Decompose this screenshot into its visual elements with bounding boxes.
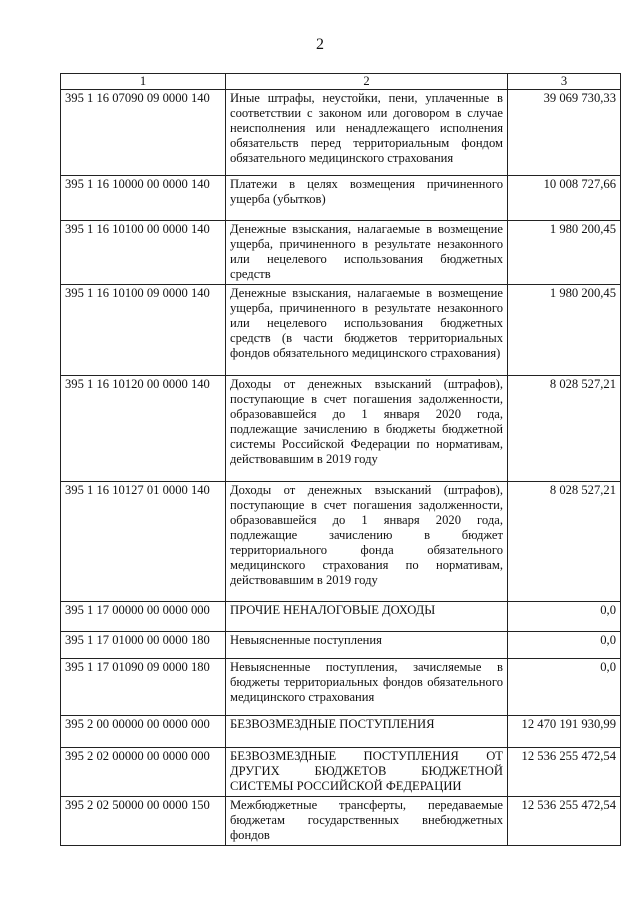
row-amount: 8 028 527,21 xyxy=(508,482,621,602)
row-code: 395 2 02 50000 00 0000 150 xyxy=(61,797,226,846)
table-header-row xyxy=(61,74,621,90)
row-code: 395 2 00 00000 00 0000 000 xyxy=(61,716,226,748)
row-name: БЕЗВОЗМЕЗДНЫЕ ПОСТУПЛЕНИЯ ОТ ДРУГИХ БЮДЖЕТОВ БЮДЖЕТНОЙ СИСТЕМЫ РОССИЙСКОЙ ФЕДЕРАЦИИ xyxy=(226,748,508,797)
row-amount: 0,0 xyxy=(508,632,621,659)
row-name: Межбюджетные трансферты, передаваемые бюджетам государственных внебюджетных фондов xyxy=(226,797,508,846)
row-amount: 0,0 xyxy=(508,602,621,632)
row-amount: 8 028 527,21 xyxy=(508,376,621,482)
row-amount: 12 536 255 472,54 xyxy=(508,748,621,797)
row-name: ПРОЧИЕ НЕНАЛОГОВЫЕ ДОХОДЫ xyxy=(226,602,508,632)
row-name: Денежные взыскания, налагаемые в возмещение ущерба, причиненного в результате незаконного или нецелевого использования бюджетных средств (в части бюджетов территориальных фондов обязательного медицинского страхования) xyxy=(226,285,508,376)
row-code: 395 1 16 10127 01 0000 140 xyxy=(61,482,226,602)
table-row xyxy=(61,90,621,176)
row-amount: 0,0 xyxy=(508,659,621,716)
row-amount: 1 980 200,45 xyxy=(508,221,621,285)
row-code: 395 2 02 00000 00 0000 000 xyxy=(61,748,226,797)
row-code: 395 1 16 10000 00 0000 140 xyxy=(61,176,226,221)
table-row xyxy=(61,659,621,716)
table-row xyxy=(61,716,621,748)
row-name: Доходы от денежных взысканий (штрафов), поступающие в счет погашения задолженности, образовавшейся до 1 января 2020 года, подлежащие зачислению в бюджет территориального фонда обязательного медицинского страхования по нормативам, действовавшим в 2019 году xyxy=(226,482,508,602)
table-row xyxy=(61,797,621,846)
row-code: 395 1 17 01090 09 0000 180 xyxy=(61,659,226,716)
page-number: 2 xyxy=(316,36,324,53)
table-row xyxy=(61,176,621,221)
table-row xyxy=(61,285,621,376)
row-code: 395 1 16 10100 09 0000 140 xyxy=(61,285,226,376)
table-row xyxy=(61,602,621,632)
row-code: 395 1 16 07090 09 0000 140 xyxy=(61,90,226,176)
row-name: Денежные взыскания, налагаемые в возмещение ущерба, причиненного в результате незаконного или нецелевого использования бюджетных средств xyxy=(226,221,508,285)
table-row xyxy=(61,376,621,482)
row-amount: 12 470 191 930,99 xyxy=(508,716,621,748)
row-amount: 39 069 730,33 xyxy=(508,90,621,176)
budget-revenue-table xyxy=(60,73,621,846)
row-name: Доходы от денежных взысканий (штрафов), поступающие в счет погашения задолженности, образовавшейся до 1 января 2020 года, подлежащие зачислению в бюджеты бюджетной системы Российской Федерации по нормативам, действовавшим в 2019 году xyxy=(226,376,508,482)
row-name: Платежи в целях возмещения причиненного ущерба (убытков) xyxy=(226,176,508,221)
row-code: 395 1 16 10100 00 0000 140 xyxy=(61,221,226,285)
row-amount: 10 008 727,66 xyxy=(508,176,621,221)
row-name: БЕЗВОЗМЕЗДНЫЕ ПОСТУПЛЕНИЯ xyxy=(226,716,508,748)
row-name: Невыясненные поступления, зачисляемые в бюджеты территориальных фондов обязательного медицинского страхования xyxy=(226,659,508,716)
column-header-amount: 3 xyxy=(508,74,621,90)
row-name: Невыясненные поступления xyxy=(226,632,508,659)
column-header-name: 2 xyxy=(226,74,508,90)
table-row xyxy=(61,221,621,285)
table-row xyxy=(61,482,621,602)
row-amount: 1 980 200,45 xyxy=(508,285,621,376)
table-row xyxy=(61,748,621,797)
column-header-code: 1 xyxy=(61,74,226,90)
row-code: 395 1 17 00000 00 0000 000 xyxy=(61,602,226,632)
row-code: 395 1 17 01000 00 0000 180 xyxy=(61,632,226,659)
row-code: 395 1 16 10120 00 0000 140 xyxy=(61,376,226,482)
row-name: Иные штрафы, неустойки, пени, уплаченные в соответствии с законом или договором в случае неисполнения или ненадлежащего исполнения обязательств перед территориальным фондом обязательного медицинского страхования xyxy=(226,90,508,176)
row-amount: 12 536 255 472,54 xyxy=(508,797,621,846)
table-row xyxy=(61,632,621,659)
